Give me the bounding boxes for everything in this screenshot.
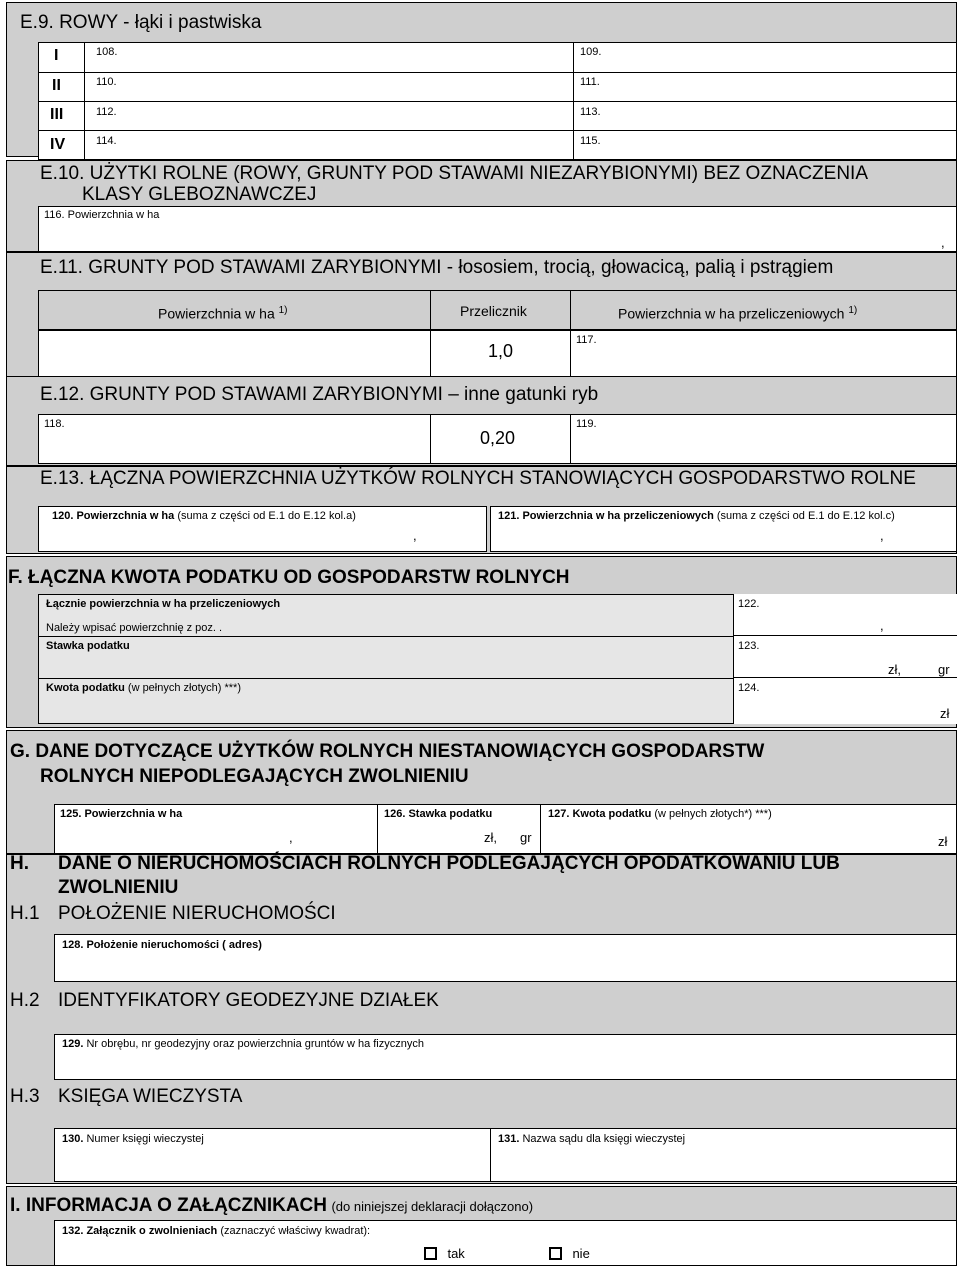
field-125-title: 125. Powierzchnia w ha (60, 808, 183, 820)
h-letter: H. (10, 853, 29, 874)
option-no[interactable] (549, 1245, 590, 1263)
e11-col3-sup: 1) (848, 305, 858, 316)
f-row3-label (46, 682, 241, 695)
field-131-label (498, 1133, 685, 1146)
e9-row-divider (38, 130, 957, 131)
field-130-note: Numer księgi wieczystej (86, 1133, 204, 1145)
field-129-note: Nr obrębu, nr geodezyjny oraz powierzchnia gruntów w ha fizycznych (86, 1038, 424, 1050)
field-120-note: (suma z części od E.1 do E.12 kol.a) (177, 510, 356, 522)
e10-title-line2: KLASY GLEBOZNAWCZEJ (82, 184, 317, 205)
e12-title: E.12. GRUNTY POD STAWAMI ZARYBIONYMI – inne gatunki ryb (40, 384, 599, 405)
unit-zl: zł, (484, 830, 497, 845)
field-121-number: 121. Powierzchnia w ha przeliczeniowych (498, 510, 714, 522)
field-130-label (62, 1133, 204, 1146)
e9-row-roman: III (50, 106, 64, 123)
e9-field[interactable]: 112. (96, 106, 117, 118)
field-127-label (548, 808, 772, 821)
f-row1-label (46, 598, 280, 611)
checkbox-yes[interactable] (424, 1247, 437, 1260)
decimal-comma: , (880, 528, 884, 543)
e9-col-divider (84, 42, 85, 160)
i-title-main: I. INFORMACJA O ZAŁĄCZNIKACH (10, 1195, 327, 1216)
option-no-label: nie (572, 1245, 590, 1261)
field-121-label (498, 510, 895, 523)
e11-factor: 1,0 (488, 341, 514, 361)
h3-number: H.3 (10, 1086, 40, 1107)
g-title-line1: G. DANE DOTYCZĄCE UŻYTKÓW ROLNYCH NIESTANOWIĄCYCH GOSPODARSTW (10, 741, 765, 762)
e11-input-col1[interactable] (38, 330, 431, 380)
e11-col3-header (618, 302, 857, 323)
field-122[interactable] (733, 594, 957, 636)
unit-zl: zł, (888, 662, 901, 677)
e11-col1-label: Powierzchnia w ha (158, 305, 275, 322)
field-126-title: 126. Stawka podatku (384, 808, 493, 820)
field-116[interactable] (38, 206, 957, 252)
option-yes[interactable] (424, 1245, 465, 1263)
e9-field[interactable]: 113. (580, 106, 601, 118)
e9-field[interactable]: 115. (580, 135, 601, 147)
i-title-note: (do niniejszej deklaracji dołączono) (331, 1199, 534, 1214)
decimal-comma: , (413, 528, 417, 543)
field-128-title: 128. Położenie nieruchomości ( adres) (62, 939, 262, 951)
e9-field[interactable]: 110. (96, 76, 117, 88)
e11-col1-header (158, 302, 288, 323)
field-117-label: 117. (576, 334, 597, 346)
decimal-comma: , (941, 235, 945, 250)
field-130-number: 130. (62, 1133, 84, 1145)
field-119-label: 119. (576, 418, 597, 430)
e9-title: E.9. ROWY - łąki i pastwiska (20, 12, 262, 33)
e11-col2-header: Przelicznik (460, 303, 527, 319)
e11-title: E.11. GRUNTY POD STAWAMI ZARYBIONYMI - łososiem, trocią, głowacicą, palią i pstrągiem (40, 257, 834, 278)
e9-field[interactable]: 108. (96, 46, 118, 58)
field-132-label (62, 1225, 370, 1238)
field-125-label (60, 808, 182, 821)
e11-col1-sup: 1) (278, 305, 288, 316)
h-title-line2: ZWOLNIENIU (58, 877, 179, 898)
field-123-label: 123. (738, 640, 760, 652)
field-120-label (52, 510, 356, 523)
field-128-label (62, 939, 262, 952)
h2-title: IDENTYFIKATORY GEODEZYJNE DZIAŁEK (58, 990, 439, 1011)
unit-gr: gr (520, 830, 532, 845)
e9-row-roman: II (52, 77, 61, 94)
field-127-number: 127. Kwota podatku (548, 808, 652, 820)
f-row2-label (46, 640, 130, 653)
e9-field[interactable]: 111. (580, 76, 600, 88)
f-row2-title: Stawka podatku (46, 640, 130, 652)
h-title-line1: DANE O NIERUCHOMOŚCIACH ROLNYCH PODLEGAJĄCYCH OPODATKOWANIU LUB (58, 853, 840, 874)
i-title (10, 1194, 533, 1218)
field-121-note: (suma z części od E.1 do E.12 kol.c) (716, 510, 895, 522)
option-yes-label: tak (447, 1245, 465, 1261)
field-118-label: 118. (44, 418, 65, 430)
decimal-comma: , (880, 618, 884, 633)
field-119[interactable] (570, 414, 957, 464)
field-132-number: 132. Załącznik o zwolnieniach (62, 1225, 218, 1237)
field-129-number: 129. (62, 1038, 84, 1050)
f-row3-note: (w pełnych złotych) ***) (127, 682, 241, 694)
e13-title: E.13. ŁĄCZNA POWIERZCHNIA UŻYTKÓW ROLNYCH STANOWIĄCYCH GOSPODARSTWO ROLNE (40, 468, 916, 489)
h2-number: H.2 (10, 990, 40, 1011)
field-129-label (62, 1038, 424, 1051)
field-131-number: 131. (498, 1133, 520, 1145)
e9-col-divider (573, 42, 574, 160)
g-title-line2: ROLNYCH NIEPODLEGAJĄCYCH ZWOLNIENIU (40, 766, 469, 787)
field-132-note: (zaznaczyć właściwy kwadrat): (220, 1225, 371, 1237)
f-row-divider (38, 636, 733, 637)
h1-number: H.1 (10, 903, 40, 924)
e10-title-line1: E.10. UŻYTKI ROLNE (ROWY, GRUNTY POD STAWAMI NIEZARYBIONYMI) BEZ OZNACZENIA (40, 163, 869, 184)
f-row-divider (38, 678, 733, 679)
e11-col3-label: Powierzchnia w ha przeliczeniowych (618, 305, 845, 322)
e12-factor: 0,20 (480, 428, 516, 448)
field-117[interactable] (570, 330, 957, 380)
e9-row-roman: I (54, 47, 59, 64)
e9-row-roman: IV (50, 136, 66, 153)
field-126-label (384, 808, 492, 821)
unit-gr: gr (938, 662, 950, 677)
field-124[interactable] (733, 678, 957, 724)
e9-row-divider (38, 101, 957, 102)
field-127-note: (w pełnych złotych*) ***) (654, 808, 772, 820)
h3-title: KSIĘGA WIECZYSTA (58, 1086, 243, 1107)
f-title: F. ŁĄCZNA KWOTA PODATKU OD GOSPODARSTW ROLNYCH (8, 567, 570, 588)
f-row3-title: Kwota podatku (46, 682, 125, 694)
e9-field[interactable]: 109. (580, 46, 602, 58)
unit-zl: zł (938, 834, 948, 849)
field-122-label: 122. (738, 598, 760, 610)
e9-field[interactable]: 114. (96, 135, 117, 147)
checkbox-no[interactable] (549, 1247, 562, 1260)
field-124-label: 124. (738, 682, 760, 694)
field-123[interactable] (733, 636, 957, 678)
h1-title: POŁOŻENIE NIERUCHOMOŚCI (58, 903, 336, 924)
field-131-note: Nazwa sądu dla księgi wieczystej (522, 1133, 686, 1145)
field-116-label: 116. Powierzchnia w ha (44, 209, 160, 221)
field-120-number: 120. Powierzchnia w ha (52, 510, 175, 522)
f-row1-note: Należy wpisać powierzchnię z poz. . (46, 622, 223, 634)
field-118[interactable] (38, 414, 431, 464)
unit-zl: zł (940, 706, 950, 721)
decimal-comma: , (289, 830, 293, 845)
e9-row-divider (38, 72, 957, 73)
f-row1-title: Łącznie powierzchnia w ha przeliczeniowych (46, 598, 281, 610)
